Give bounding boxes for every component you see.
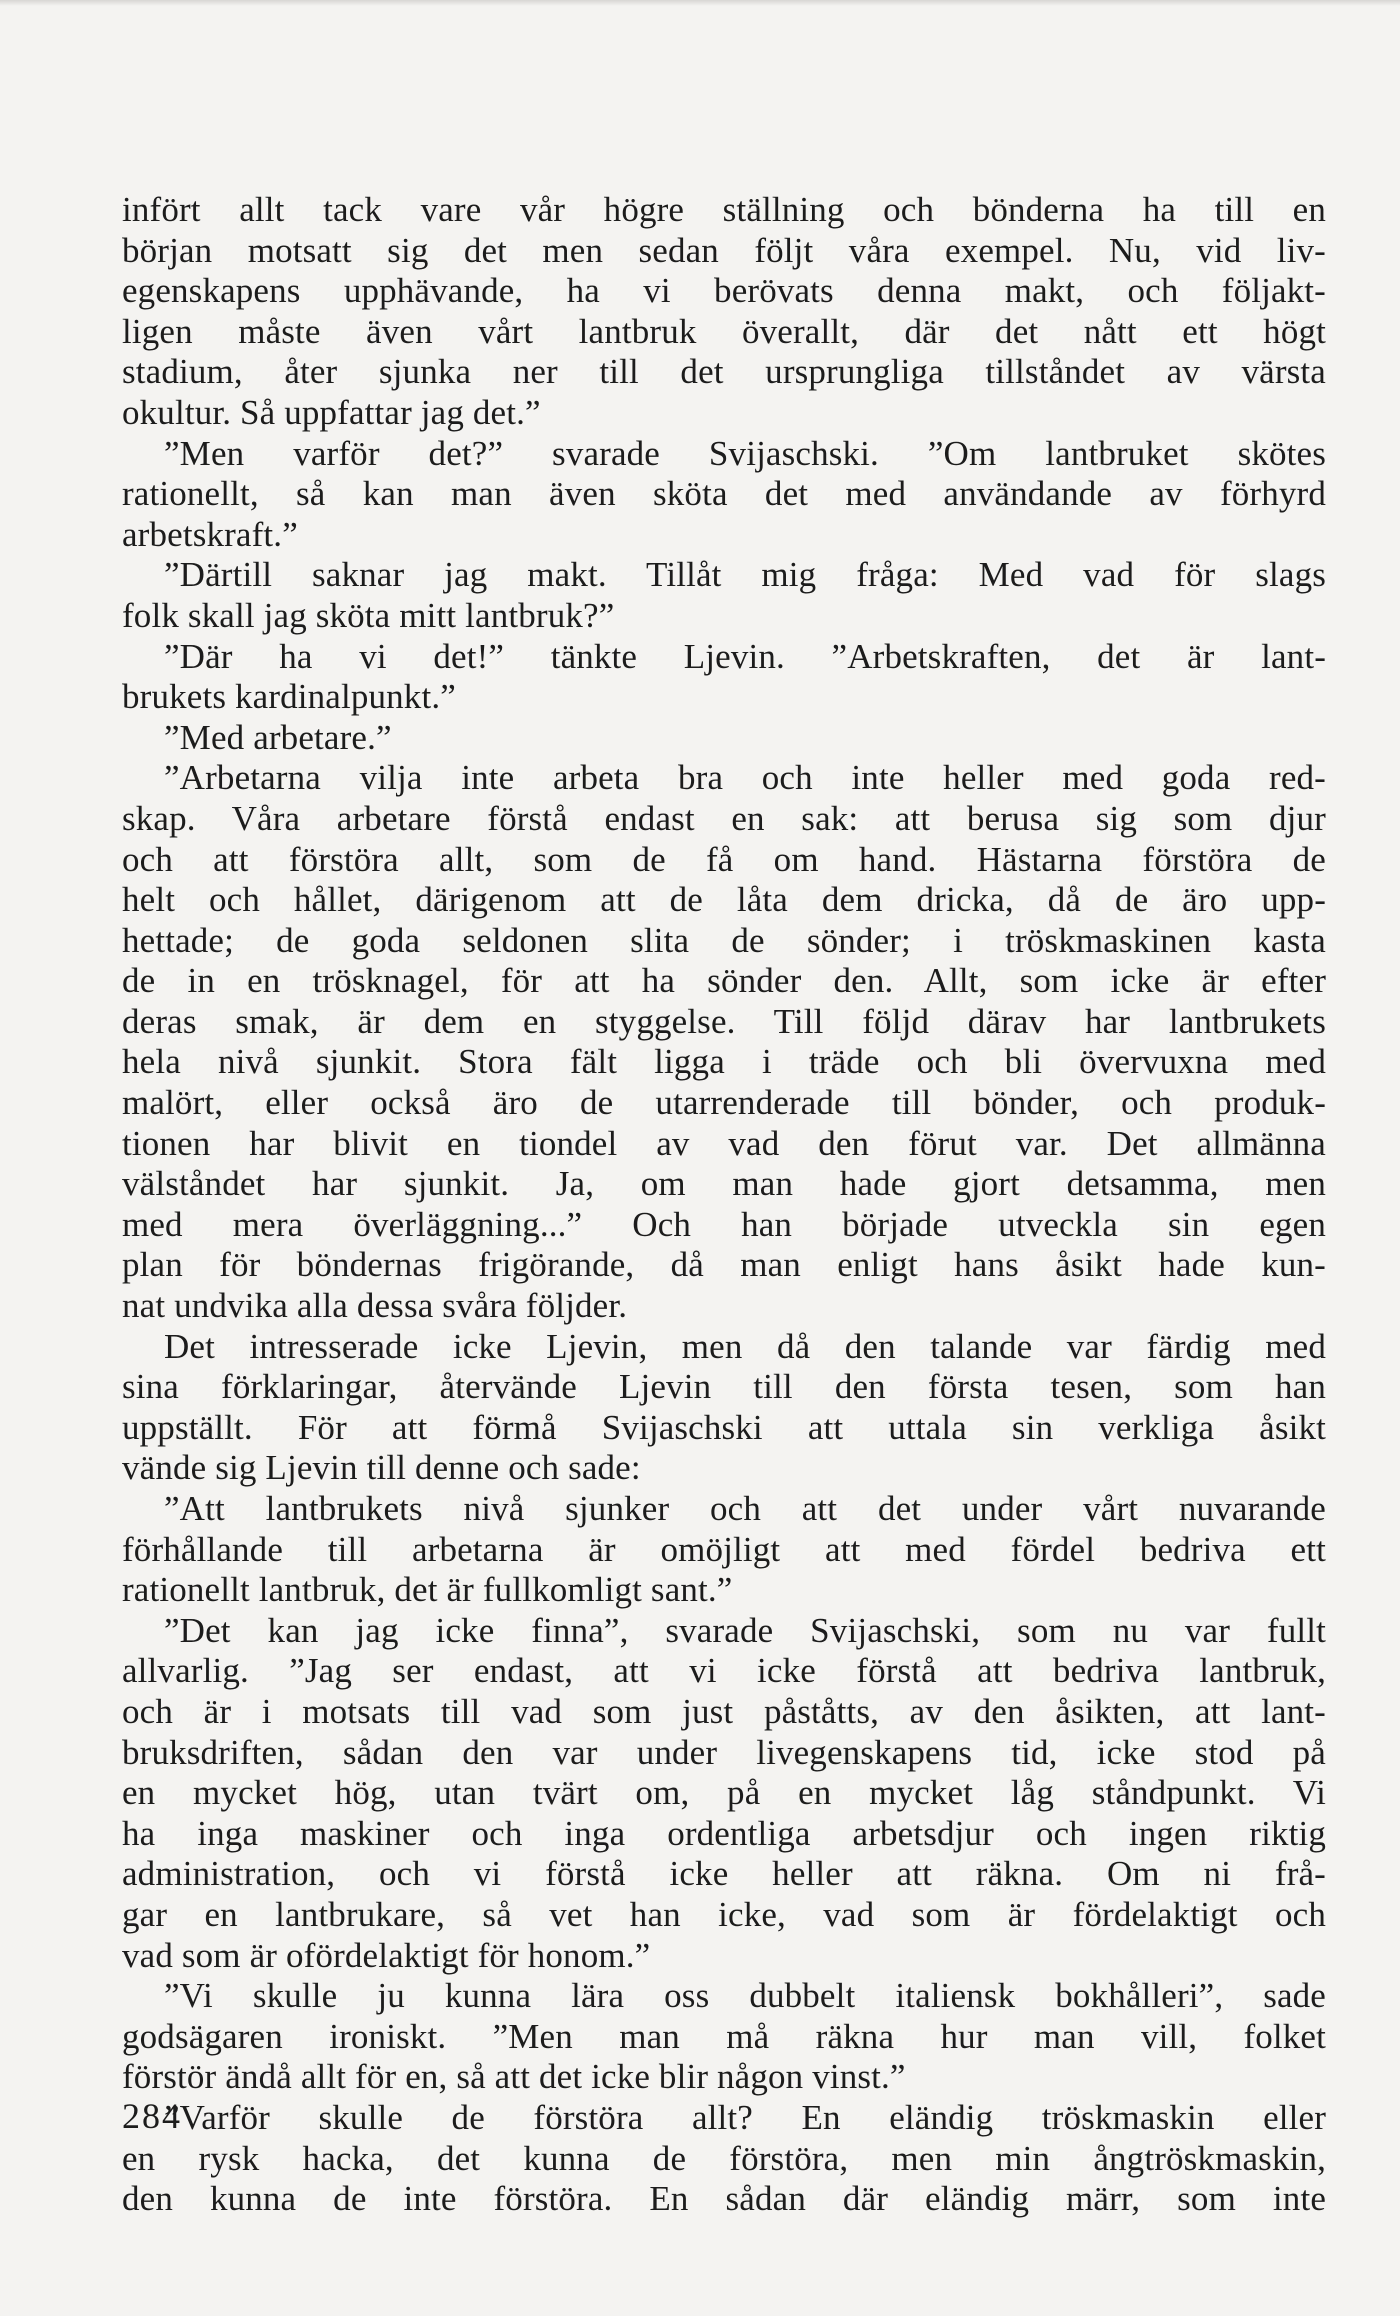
text-line: egenskapens upphävande, ha vi berövats denna makt, och följakt-: [122, 271, 1326, 311]
text-line: en mycket hög, utan tvärt om, på en mycket låg ståndpunkt. Vi: [122, 1773, 1326, 1813]
text-line: gar en lantbrukare, så vet han icke, vad som är fördelaktigt och: [122, 1894, 1326, 1934]
text-line: okultur. Så uppfattar jag det.”: [122, 392, 541, 432]
text-line: hettade; de goda seldonen slita de sönder; i tröskmaskinen kasta: [122, 920, 1326, 960]
text-line: allvarlig. ”Jag ser endast, att vi icke förstå att bedriva lantbruk,: [122, 1651, 1326, 1691]
text-line: ”Därtill saknar jag makt. Tillåt mig fråga: Med vad för slags: [164, 555, 1326, 595]
text-line: administration, och vi förstå icke heller att räkna. Om ni frå-: [122, 1854, 1326, 1894]
body-text: [122, 190, 1326, 2220]
text-line: början motsatt sig det men sedan följt våra exempel. Nu, vid liv-: [122, 230, 1326, 270]
text-line: ligen måste även vårt lantbruk överallt, där det nått ett högt: [122, 311, 1326, 351]
text-line: rationellt, så kan man även sköta det med användande av förhyrd: [122, 474, 1326, 514]
text-line: stadium, åter sjunka ner till det ursprungliga tillståndet av värsta: [122, 352, 1326, 392]
text-line: Det intresserade icke Ljevin, men då den talande var färdig med: [164, 1326, 1326, 1366]
page-top-edge: [0, 0, 1400, 6]
text-line: bruksdriften, sådan den var under livegenskapens tid, icke stod på: [122, 1732, 1326, 1772]
text-line: ”Det kan jag icke finna”, svarade Svijaschski, som nu var fullt: [164, 1610, 1326, 1650]
text-line: rationellt lantbruk, det är fullkomligt sant.”: [122, 1570, 733, 1610]
text-line: infört allt tack vare vår högre ställning och bönderna ha till en: [122, 190, 1326, 229]
text-line: ”Vi skulle ju kunna lära oss dubbelt italiensk bokhålleri”, sade: [164, 1976, 1326, 2016]
text-line: förstör ändå allt för en, så att det icke blir någon vinst.”: [122, 2057, 906, 2097]
text-line: med mera överläggning...” Och han började utveckla sin egen: [122, 1204, 1326, 1244]
text-line: arbetskraft.”: [122, 514, 298, 554]
text-line: ”Med arbetare.”: [164, 717, 392, 757]
text-line: sina förklaringar, återvände Ljevin till den första tesen, som han: [122, 1367, 1326, 1407]
text-line: godsägaren ironiskt. ”Men man må räkna hur man vill, folket: [122, 2016, 1326, 2056]
text-line: och är i motsats till vad som just påståtts, av den åsikten, att lant-: [122, 1691, 1326, 1731]
text-line: de in en trösknagel, för att ha sönder den. Allt, som icke är efter: [122, 961, 1326, 1001]
text-line: en rysk hacka, det kunna de förstöra, men min ångtröskmaskin,: [122, 2138, 1326, 2178]
text-line: brukets kardinalpunkt.”: [122, 677, 456, 717]
text-line: förhållande till arbetarna är omöjligt att med fördel bedriva ett: [122, 1529, 1326, 1569]
text-line: ”Arbetarna vilja inte arbeta bra och inte heller med goda red-: [164, 758, 1326, 798]
text-line: ha inga maskiner och inga ordentliga arbetsdjur och ingen riktig: [122, 1813, 1326, 1853]
text-line: plan för böndernas frigörande, då man enligt hans åsikt hade kun-: [122, 1245, 1326, 1285]
text-line: välståndet har sjunkit. Ja, om man hade gjort detsamma, men: [122, 1164, 1326, 1204]
text-line: hela nivå sjunkit. Stora fält ligga i träde och bli övervuxna med: [122, 1042, 1326, 1082]
text-line: nat undvika alla dessa svåra följder.: [122, 1286, 628, 1326]
text-line: skap. Våra arbetare förstå endast en sak: att berusa sig som djur: [122, 798, 1326, 838]
text-line: ”Men varför det?” svarade Svijaschski. ”Om lantbruket skötes: [164, 433, 1326, 473]
text-line: deras smak, är dem en styggelse. Till följd därav har lantbrukets: [122, 1001, 1326, 1041]
text-line: ”Där ha vi det!” tänkte Ljevin. ”Arbetskraften, det är lant-: [164, 636, 1326, 676]
text-line: den kunna de inte förstöra. En sådan där eländig märr, som inte: [122, 2179, 1326, 2219]
text-line: helt och hållet, därigenom att de låta dem dricka, då de äro upp-: [122, 880, 1326, 920]
text-line: ”Att lantbrukets nivå sjunker och att det under vårt nuvarande: [164, 1489, 1326, 1528]
text-line: folk skall jag sköta mitt lantbruk?”: [122, 595, 615, 635]
text-line: vad som är ofördelaktigt för honom.”: [122, 1935, 651, 1975]
page-number: 284: [122, 2096, 182, 2136]
text-line: och att förstöra allt, som de få om hand. Hästarna förstöra de: [122, 839, 1326, 879]
text-line: malört, eller också äro de utarrenderade till bönder, och produk-: [122, 1083, 1326, 1123]
text-line: ”Varför skulle de förstöra allt? En eländig tröskmaskin eller: [164, 2097, 1326, 2137]
text-line: vände sig Ljevin till denne och sade:: [122, 1448, 641, 1488]
text-line: uppställt. För att förmå Svijaschski att uttala sin verkliga åsikt: [122, 1407, 1326, 1447]
text-line: tionen har blivit en tiondel av vad den förut var. Det allmänna: [122, 1123, 1326, 1163]
